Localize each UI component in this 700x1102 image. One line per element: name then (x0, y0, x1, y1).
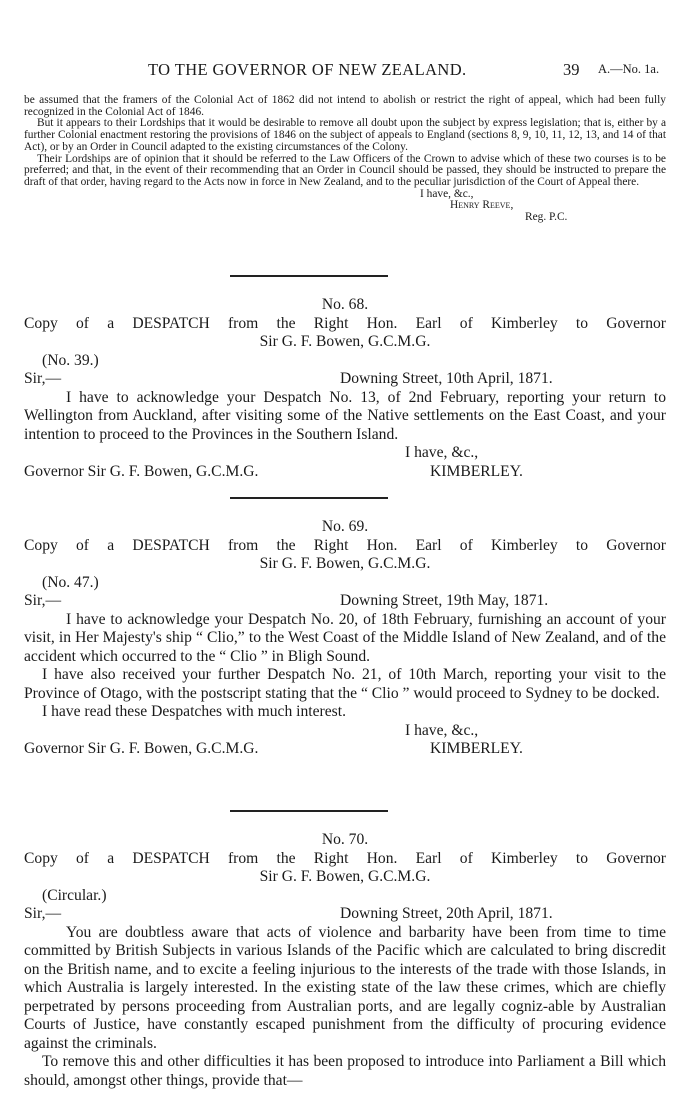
place-date: Downing Street, 19th May, 1871. (340, 592, 549, 609)
paragraph: You are doubtless aware that acts of violence and barbarity have been from time to time committed by British Subjects in various Islands of the Pacific which are calculated to bring discredit on the British name, and to excite a feeling injurious to the interests of the trade with those Islands, in which Australia is largely interested. In the existing state of the law these crimes, which are chiefly perpetrated by persons proceeding from Australian ports, and are legally cogniz-able by Australian Courts of Justice, have constantly escaped punishment from the difficulty of procuring evidence against the criminals. (24, 923, 666, 1052)
salutation: Sir,— (24, 592, 62, 609)
despatch-68 (24, 296, 666, 481)
despatch-heading: Copy of a DESPATCH from the Right Hon. Earl of Kimberley to Governor (24, 849, 666, 867)
paragraph: To remove this and other difficulties it has been proposed to introduce into Parliament a Bill which should, amongst other things, provide that— (24, 1053, 666, 1089)
page-header (0, 60, 700, 80)
despatch-number: No. 69. (321, 518, 369, 535)
paragraph: be assumed that the framers of the Colonial Act of 1862 did not intend to abolish or restrict the right of appeal, which had been fully recognized in the Colonial Act of 1846. (24, 94, 666, 118)
page-number: 39 (563, 60, 580, 79)
signatory-title: Reg. P.C. (525, 211, 568, 224)
despatch-number: No. 70. (321, 831, 369, 848)
section-divider (230, 810, 388, 812)
despatch-recipient: Sir G. F. Bowen, G.C.M.G. (259, 333, 431, 350)
section-divider (230, 497, 388, 499)
despatch-recipient: Sir G. F. Bowen, G.C.M.G. (259, 555, 431, 572)
paragraph: I have to acknowledge your Despatch No. 20, of 18th February, furnishing an account of your visit, in Her Majesty's ship “ Clio,” to the West Coast of the Middle Island of New Zealand, and of the accident which occurred to the “ Clio ” in Bligh Sound. (24, 610, 666, 665)
despatch-ref: (No. 39.) (42, 351, 99, 369)
paragraph: I have read these Despatches with much interest. (42, 703, 346, 720)
despatch-recipient: Sir G. F. Bowen, G.C.M.G. (259, 868, 431, 885)
signature: KIMBERLEY. (430, 740, 523, 757)
salutation-row (24, 370, 666, 389)
document-reference: A.—No. 1a. (598, 62, 660, 76)
despatch-69 (24, 518, 666, 759)
despatch-ref: (No. 47.) (42, 573, 99, 591)
paragraph: I have to acknowledge your Despatch No. 13, of 2nd February, reporting your return to Wellington from Auckland, after visiting some of the Native settlements on the East Coast, and your intention to proceed to the Provinces in the Southern Island. (24, 388, 666, 443)
despatch-ref: (Circular.) (42, 886, 107, 904)
salutation: Sir,— (24, 370, 62, 387)
signature-row (24, 740, 666, 759)
running-title: TO THE GOVERNOR OF NEW ZEALAND. (148, 60, 467, 79)
signature: KIMBERLEY. (430, 462, 523, 480)
closing: I have, &c., (420, 187, 474, 200)
signature-row (24, 463, 666, 482)
paragraph: Their Lordships are of opinion that it should be referred to the Law Officers of the Crown to advise which of these two courses is to be preferred; and that, in the event of their recommending that an Order in Council should be passed, they should be instructed to prepare the draft of that order, having regard to the Acts now in force in New Zealand, and to the peculiar jurisdiction of the Court of Appeal there. (24, 152, 666, 188)
closing: I have, &c., (405, 444, 479, 461)
closing-row (24, 444, 666, 463)
despatch-heading: Copy of a DESPATCH from the Right Hon. Earl of Kimberley to Governor (24, 314, 666, 332)
continued-letter (24, 95, 666, 224)
paragraph: But it appears to their Lordships that it would be desirable to remove all doubt upon the subject by express legislation; that is, either by a further Colonial enactment restoring the provisions of 1846 on the subject of appeals to England (sections 8, 9, 10, 11, 12, 13, and 14 of that Act), or by an Order in Council adapted to the existing circumstances of the Colony. (24, 117, 666, 153)
section-divider (230, 275, 388, 277)
closing-row (24, 722, 666, 741)
salutation-row (24, 592, 666, 611)
despatch-number: No. 68. (321, 296, 369, 313)
signatory: Henry Reeve, (450, 199, 514, 212)
place-date: Downing Street, 10th April, 1871. (340, 370, 553, 387)
salutation: Sir,— (24, 905, 62, 922)
place-date: Downing Street, 20th April, 1871. (340, 905, 553, 922)
despatch-heading: Copy of a DESPATCH from the Right Hon. Earl of Kimberley to Governor (24, 536, 666, 554)
salutation-row (24, 905, 666, 924)
addressee: Governor Sir G. F. Bowen, G.C.M.G. (24, 740, 259, 757)
paragraph: I have also received your further Despatch No. 21, of 10th March, reporting your visit to the Province of Otago, with the postscript stating that the “ Clio ” would proceed to Sydney to be docked. (24, 666, 666, 702)
addressee: Governor Sir G. F. Bowen, G.C.M.G. (24, 462, 259, 480)
despatch-70 (24, 831, 666, 1090)
closing: I have, &c., (405, 721, 479, 739)
